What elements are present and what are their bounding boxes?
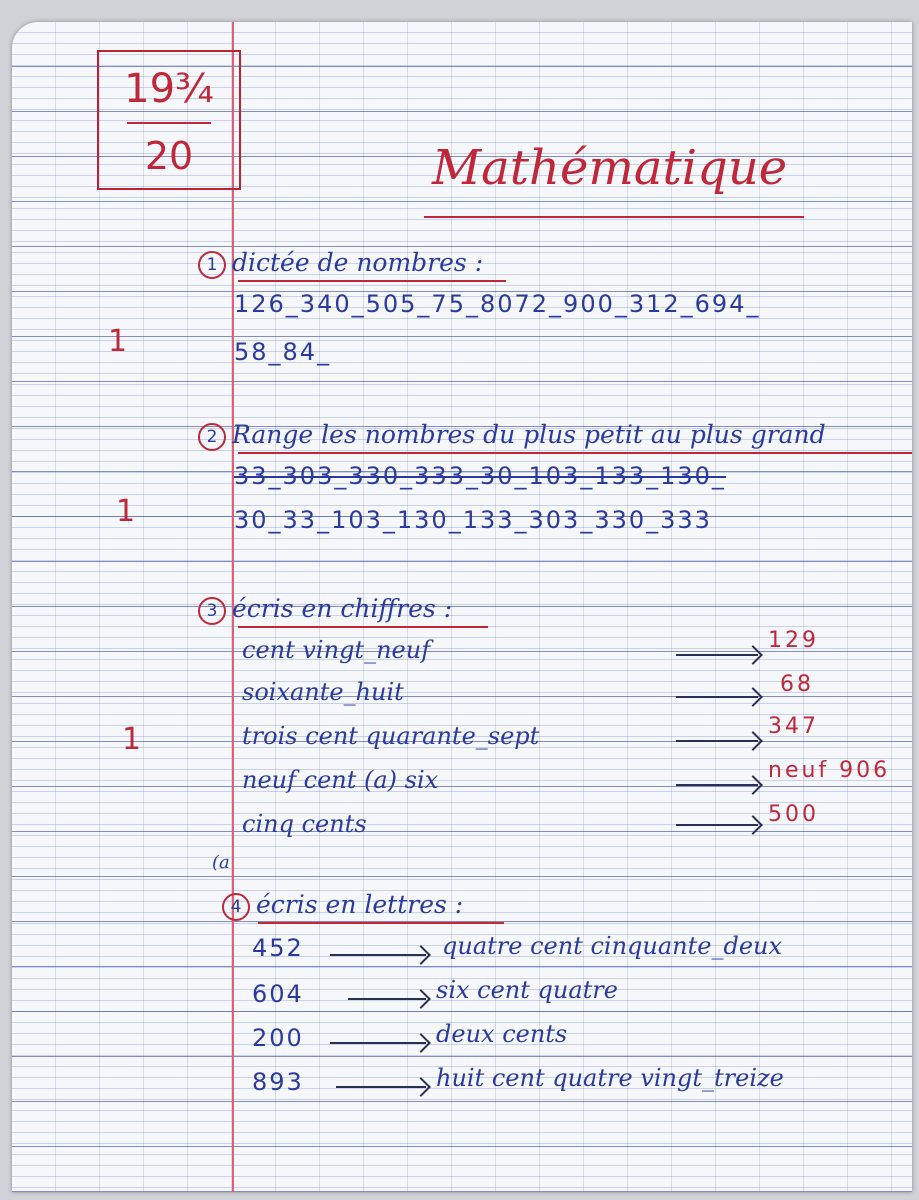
section-2-underline [238, 452, 912, 454]
right-arrow-icon [676, 740, 758, 742]
number-item: 893 [252, 1068, 304, 1096]
sorted-number-line: 30_33_103_130_133_303_330_333 [234, 506, 712, 534]
section-3-heading [198, 594, 452, 625]
section-1-heading [198, 248, 483, 279]
digits-answer: 347 [768, 714, 819, 739]
words-item: trois cent quarante_sept [242, 722, 540, 750]
section-1-underline [238, 280, 506, 282]
page-title: Mathématique [432, 140, 788, 196]
section-heading-text: écris en chiffres : [232, 594, 453, 623]
teacher-mark: 1 [108, 324, 128, 359]
section-4-underline [258, 922, 504, 924]
letters-answer: quatre cent cinquante_deux [442, 932, 783, 960]
number-item: 452 [252, 934, 304, 962]
grade-box [97, 50, 241, 190]
section-3-underline [238, 626, 488, 628]
digits-answer: 129 [768, 628, 819, 653]
section-number-badge: 3 [198, 597, 226, 625]
side-note: (a [212, 852, 230, 873]
title-underline [424, 216, 804, 218]
section-heading-text: dictée de nombres : [232, 248, 484, 277]
words-item: neuf cent (a) six [242, 766, 439, 794]
dictation-line: 126_340_505_75_8072_900_312_694_ [234, 290, 761, 318]
section-4-heading [222, 890, 463, 921]
dictation-line: 58_84_ [234, 338, 332, 366]
right-arrow-icon [676, 696, 758, 698]
right-arrow-icon [676, 784, 758, 786]
notebook-page [12, 22, 912, 1192]
grade-fraction-bar [127, 122, 211, 124]
right-arrow-icon [348, 998, 426, 1000]
words-item: soixante_huit [242, 678, 404, 706]
number-item: 604 [252, 980, 304, 1008]
section-heading-text: Range les nombres du plus petit au plus grand [232, 420, 826, 449]
words-item: cinq cents [242, 810, 367, 838]
letters-answer: huit cent quatre vingt_treize [436, 1064, 784, 1092]
section-2-heading [198, 420, 826, 451]
section-heading-text: écris en lettres : [256, 890, 464, 919]
section-number-badge: 2 [198, 423, 226, 451]
words-item: cent vingt_neuf [242, 636, 431, 664]
section-number-badge: 1 [198, 251, 226, 279]
teacher-mark: 1 [122, 722, 142, 757]
teacher-mark: 1 [116, 494, 136, 529]
grade-total: 20 [144, 134, 194, 178]
digits-answer: neuf 906 [768, 758, 891, 783]
grade-score: 19¾ [124, 66, 214, 112]
right-arrow-icon [676, 824, 758, 826]
letters-answer: six cent quatre [436, 976, 618, 1004]
right-arrow-icon [330, 954, 426, 956]
right-arrow-icon [330, 1042, 426, 1044]
right-arrow-icon [336, 1086, 426, 1088]
letters-answer: deux cents [436, 1020, 568, 1048]
right-arrow-icon [676, 654, 758, 656]
digits-answer: 68 [780, 672, 814, 697]
number-item: 200 [252, 1024, 304, 1052]
struck-number-line: 33_303_330_333_30_103_133_130_ [234, 462, 726, 490]
digits-answer: 500 [768, 802, 819, 827]
section-number-badge: 4 [222, 893, 250, 921]
